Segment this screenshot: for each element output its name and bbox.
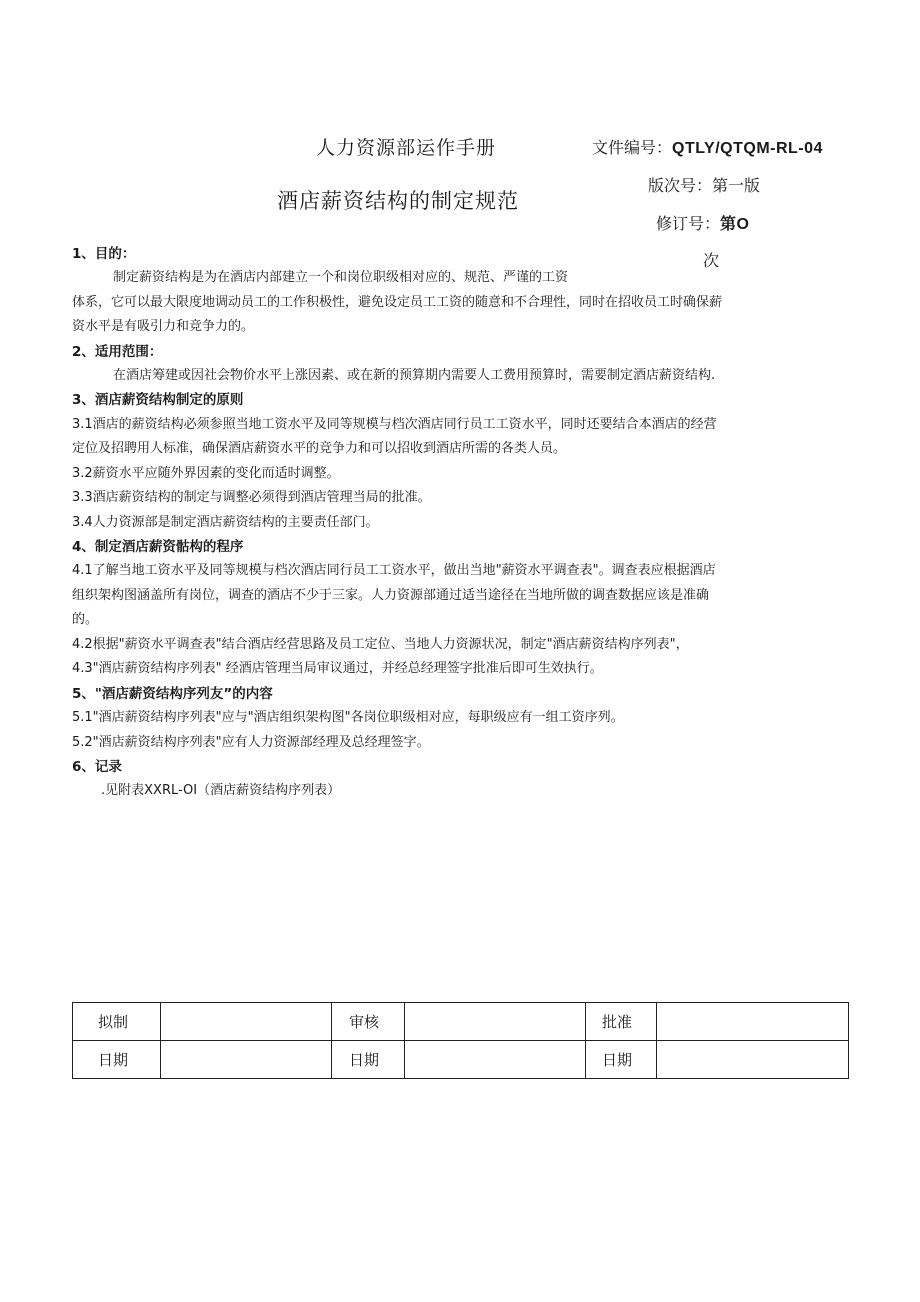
section-6-line: .见附表XXRL-OI（酒店薪资结构序列表）: [101, 783, 341, 798]
manual-title: 人力资源部运作手册: [316, 137, 497, 159]
section-3-heading: 3、酒店薪资结构制定的原则: [72, 392, 244, 408]
revision-tail: 次: [703, 251, 720, 270]
file-number: [592, 135, 823, 158]
version-label: 版次号：: [648, 176, 713, 195]
reviewed-by-field[interactable]: [405, 1003, 586, 1041]
reviewed-by-label: 审核: [332, 1003, 405, 1041]
signature-row: [73, 1003, 849, 1041]
revision-number: [656, 211, 749, 234]
revision-value: 第O: [720, 216, 750, 233]
file-number-label: 文件编号：: [592, 138, 673, 157]
revision-label: 修订号：: [656, 214, 721, 233]
section-4-line: 4.1了解当地工资水平及同等规模与档次酒店同行员工工资水平，做出当地"薪资水平调查表"。调查表应根据酒店: [72, 563, 716, 578]
section-2-heading: 2、适用范围：: [72, 344, 163, 360]
approved-by-field[interactable]: [657, 1003, 849, 1041]
section-4-line: 4.2根据"薪资水平调查表"结合酒店经营思路及员工定位、当地人力资源状况，制定"酒店薪资结构序列表"，: [72, 637, 689, 652]
section-4-heading: 4、制定酒店薪资骷构的程序: [72, 539, 244, 555]
section-4-line: 的。: [72, 612, 99, 627]
section-3-line: 3.1酒店的薪资结构必须参照当地工资水平及同等规模与档次酒店同行员工工资水平，同时还要结合本酒店的经营: [72, 417, 717, 432]
drafted-date-field[interactable]: [161, 1041, 332, 1079]
section-6-heading: 6、记录: [72, 759, 122, 775]
drafted-by-field[interactable]: [161, 1003, 332, 1041]
section-5-heading: 5、"酒店薪资结构序列友”的内容: [72, 686, 273, 702]
reviewed-date-label: 日期: [332, 1041, 405, 1079]
approved-by-label: 批准: [586, 1003, 657, 1041]
section-3-line: 3.3酒店薪资结构的制定与调整必须得到酒店管理当局的批准。: [72, 490, 431, 505]
drafted-by-label: 拟制: [73, 1003, 161, 1041]
section-1-line: 体系，它可以最大限度地调动员工的工作积极性，避免设定员工工资的随意和不合理性，同时在招收员工时确保薪: [72, 295, 723, 310]
section-1-heading: 1、目的：: [72, 246, 136, 262]
document-title: 酒店薪资结构的制定规范: [277, 189, 519, 213]
section-5-line: 5.1"酒店薪资结构序列表"应与"酒店组织架构图"各岗位职级相对应，每职级应有一组工资序列。: [72, 710, 624, 725]
approved-date-label: 日期: [586, 1041, 657, 1079]
section-4-line: 组织架构图涵盖所有岗位，调查的酒店不少于三家。人力资源部通过适当途径在当地所做的调查数据应该是准确: [72, 588, 710, 603]
reviewed-date-field[interactable]: [405, 1041, 586, 1079]
signature-table: [72, 1002, 849, 1079]
section-2-line: 在酒店筹建或因社会物价水平上涨因素、或在新的预算期内需要人工费用预算时，需要制定酒店薪资结构.: [113, 368, 716, 383]
section-3-line: 3.2薪资水平应随外界因素的变化而适时调整。: [72, 466, 340, 481]
file-number-value: QTLY/QTQM-RL-04: [672, 140, 823, 157]
section-3-line: 定位及招聘用人标准，确保酒店薪资水平的竞争力和可以招收到酒店所需的各类人员。: [72, 441, 567, 456]
section-3-line: 3.4人力资源部是制定酒店薪资结构的主要责任部门。: [72, 515, 379, 530]
drafted-date-label: 日期: [73, 1041, 161, 1079]
approved-date-field[interactable]: [657, 1041, 849, 1079]
section-5-line: 5.2"酒店薪资结构序列表"应有人力资源部经理及总经理签字。: [72, 735, 430, 750]
section-1-line: 资水平是有吸引力和竞争力的。: [72, 319, 255, 334]
section-4-line: 4.3"酒店薪资结构序列表" 经酒店管理当局审议通过，并经总经理签字批准后即可生效执行。: [72, 661, 603, 676]
section-1-line: 制定薪资结构是为在酒店内部建立一个和岗位职级相对应的、规范、严谨的工资: [113, 270, 569, 285]
version-number: [648, 173, 760, 196]
version-value: 第一版: [712, 176, 761, 195]
date-row: [73, 1041, 849, 1079]
